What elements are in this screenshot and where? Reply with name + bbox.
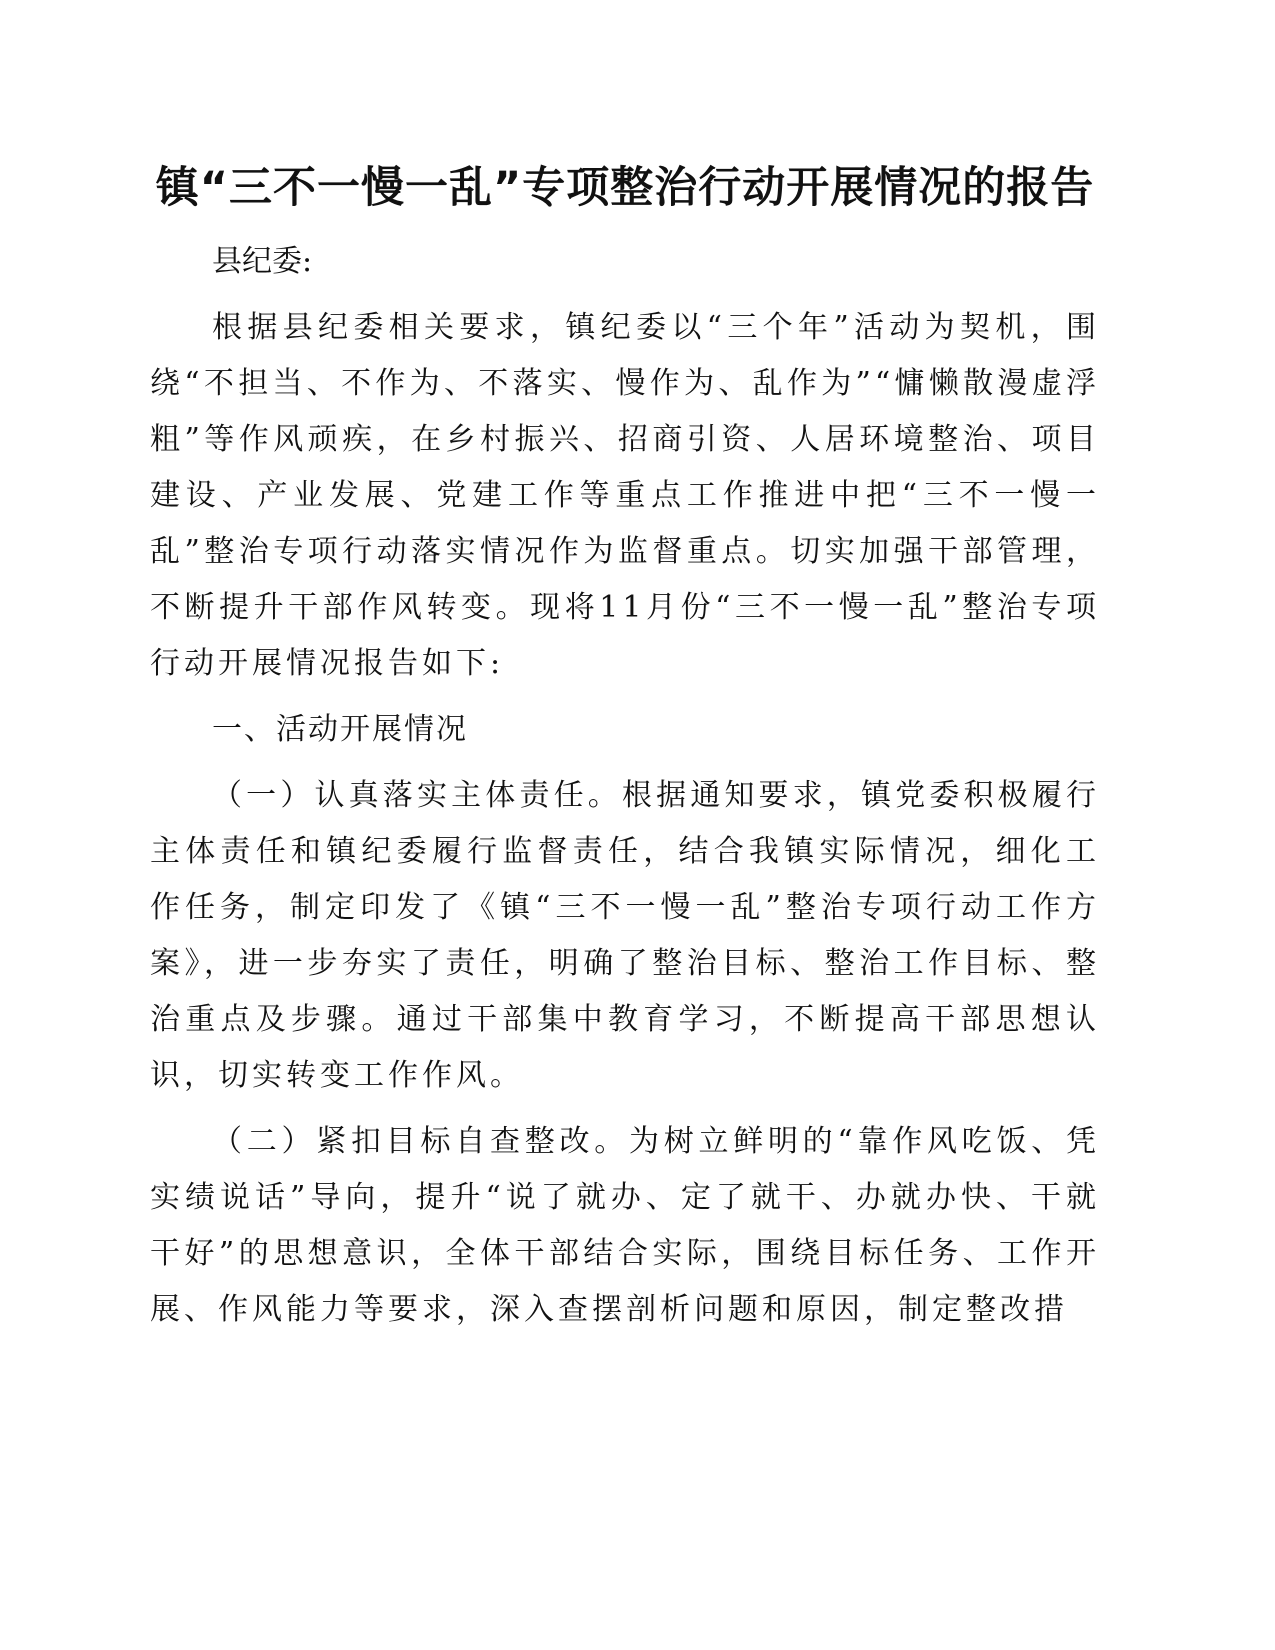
section-heading-1: 一、活动开展情况 <box>212 712 468 747</box>
document-title: 镇“三不一慢一乱”专项整治行动开展情况的报告 <box>155 163 1095 213</box>
addressee: 县纪委: <box>212 244 313 279</box>
document-page <box>150 160 1100 1348</box>
paragraph-item-1: （一）认真落实主体责任。根据通知要求，镇党委积极履行主体责任和镇纪委履行监督责任，结合我镇实际情况，细化工作任务，制定印发了《镇“三不一慢一乱”整治专项行动工作方案》，进一步夯实了责任，明确了整治目标、整治工作目标、整治重点及步骤。通过干部集中教育学习，不断提高干部思想认识，切实转变工作作风。 <box>150 778 1100 1093</box>
paragraph-item-2: （二）紧扣目标自查整改。为树立鲜明的“靠作风吃饭、凭实绩说话”导向，提升“说了就办、定了就干、办就办快、干就干好”的思想意识，全体干部结合实际，围绕目标任务、工作开展、作风能力等要求，深入查摆剖析问题和原因，制定整改措 <box>150 1124 1100 1327</box>
paragraph-intro: 根据县纪委相关要求，镇纪委以“三个年”活动为契机，围绕“不担当、不作为、不落实、慢作为、乱作为”“慵懒散漫虚浮粗”等作风顽疾，在乡村振兴、招商引资、人居环境整治、项目建设、产业发展、党建工作等重点工作推进中把“三不一慢一乱”整治专项行动落实情况作为监督重点。切实加强干部管理，不断提升干部作风转变。现将11月份“三不一慢一乱”整治专项行动开展情况报告如下: <box>150 310 1100 681</box>
